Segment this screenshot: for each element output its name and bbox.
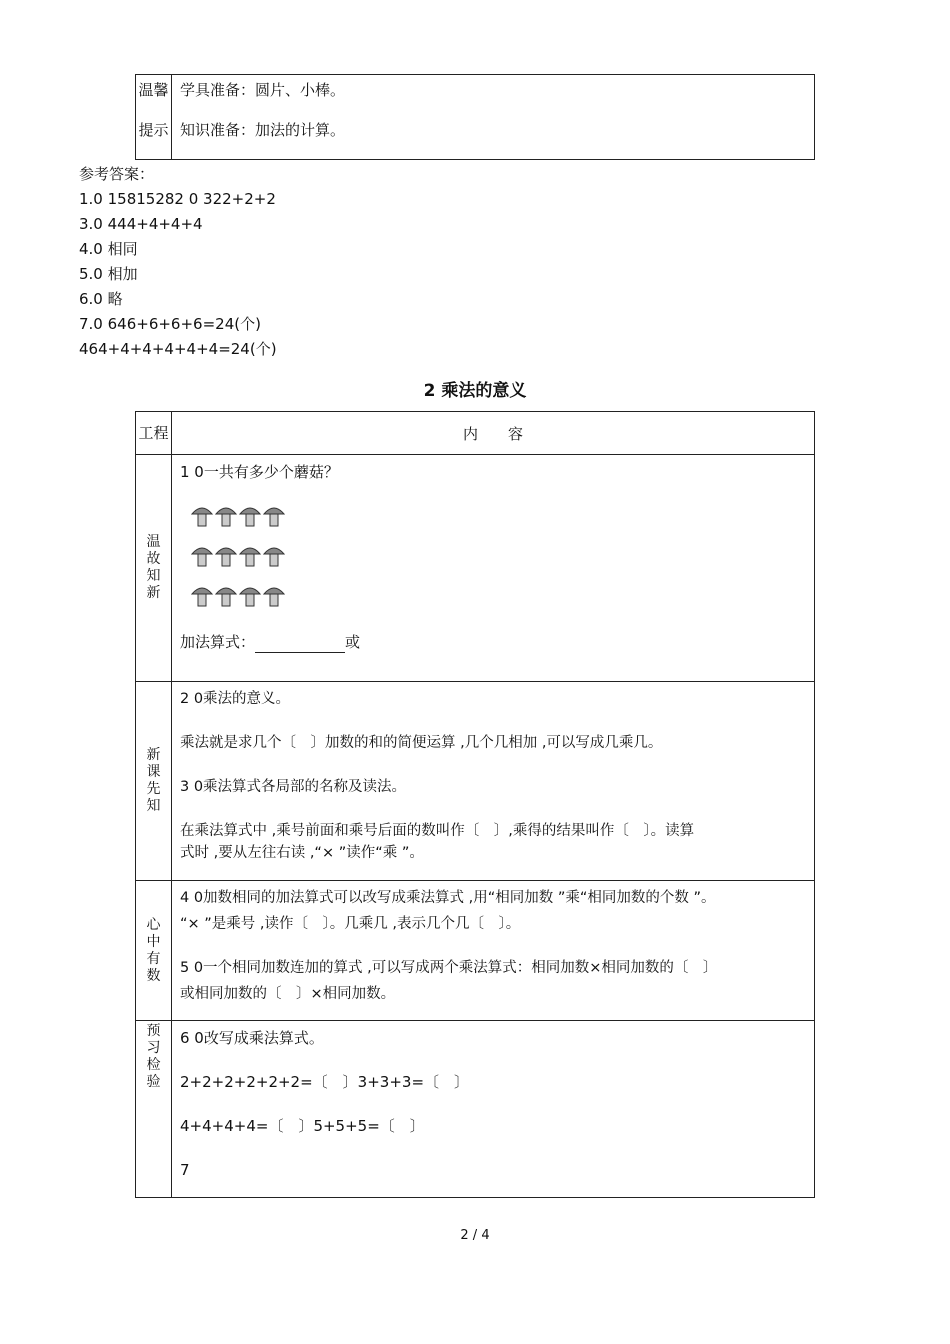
question-1: 1 0一共有多少个蘑菇？ bbox=[180, 463, 339, 481]
label-char: 温 bbox=[146, 534, 161, 550]
label-char: 有 bbox=[146, 950, 161, 967]
question-4-a: 4 0加数相同的加法算式可以改写成乘法算式 ,用“相同加数 ”乘“相同加数的个数 ”。 bbox=[180, 890, 716, 906]
section-title: 2 乘法的意义 bbox=[423, 381, 527, 401]
question-3-text-b: 式时 ,要从左往右读 ,“× ”读作“乘 ”。 bbox=[180, 845, 424, 861]
mushroom-icon bbox=[190, 500, 286, 530]
label-char: 知 bbox=[146, 798, 161, 814]
mushroom-row bbox=[190, 535, 806, 575]
label-char: 验 bbox=[146, 1074, 161, 1090]
label-char: 心 bbox=[146, 916, 161, 933]
answer-line: 5.0 相加 bbox=[79, 265, 138, 283]
label-char: 故 bbox=[146, 551, 161, 567]
question-6: 6 0改写成乘法算式。 bbox=[180, 1029, 324, 1047]
tips-content bbox=[172, 75, 815, 160]
row-content-xinke bbox=[172, 682, 815, 881]
page-number: 2 / 4 bbox=[460, 1228, 490, 1243]
row-label-yuxi bbox=[136, 1021, 172, 1198]
answer-line: 464+4+4+4+4+4=24(个) bbox=[79, 340, 277, 358]
row-content-yuxi bbox=[172, 1021, 815, 1198]
answers-heading: 参考答案： bbox=[79, 165, 155, 183]
label-char: 先 bbox=[146, 781, 161, 797]
row-content-xinzhong bbox=[172, 881, 815, 1021]
label-char: 数 bbox=[146, 967, 161, 984]
row-label-xinzhong bbox=[136, 881, 172, 1021]
label-char: 新 bbox=[146, 747, 161, 763]
tips-label bbox=[136, 75, 172, 160]
mushroom-icon bbox=[190, 540, 286, 570]
mushroom-row bbox=[190, 575, 806, 615]
question-7: 7 bbox=[180, 1161, 190, 1179]
answer-line: 1.0 15815282 0 322+2+2 bbox=[79, 190, 276, 208]
question-5-a: 5 0一个相同加数连加的算式 ,可以写成两个乘法算式：相同加数×相同加数的〔 〕 bbox=[180, 960, 718, 976]
addition-formula-line bbox=[180, 631, 806, 653]
label-char: 预 bbox=[146, 1023, 161, 1039]
tips-table bbox=[135, 74, 815, 160]
question-2-text: 乘法就是求几个〔 〕加数的和的简便运算 ,几个几相加 ,可以写成几乘几。 bbox=[180, 735, 663, 751]
answer-line: 6.0 略 bbox=[79, 290, 123, 308]
header-left: 工程 bbox=[136, 412, 172, 455]
mushroom-row bbox=[190, 495, 806, 535]
label-char: 知 bbox=[146, 568, 161, 584]
tips-label-line1: 温馨 bbox=[138, 81, 169, 99]
question-6-line2: 4+4+4+4=〔 〕5+5+5=〔 〕 bbox=[180, 1117, 425, 1135]
question-4-b: “× ”是乘号 ,读作〔 〕。几乘几 ,表示几个几〔 〕。 bbox=[180, 916, 521, 932]
question-2: 2 0乘法的意义。 bbox=[180, 691, 291, 707]
question-5-b: 或相同加数的〔 〕×相同加数。 bbox=[180, 986, 396, 1002]
answer-line: 3.0 444+4+4+4 bbox=[79, 215, 203, 233]
row-label-wengu bbox=[136, 455, 172, 682]
formula-or: 或 bbox=[345, 633, 361, 651]
formula-blank bbox=[255, 636, 345, 653]
header-right: 内 容 bbox=[172, 412, 815, 455]
question-3: 3 0乘法算式各局部的名称及读法。 bbox=[180, 779, 407, 795]
label-char: 中 bbox=[146, 933, 161, 950]
question-6-line1: 2+2+2+2+2+2=〔 〕3+3+3=〔 〕 bbox=[180, 1073, 470, 1091]
label-char: 新 bbox=[146, 585, 161, 601]
tips-line1: 学具准备：圆片、小棒。 bbox=[180, 81, 346, 99]
label-char: 检 bbox=[146, 1057, 161, 1073]
answer-line: 4.0 相同 bbox=[79, 240, 138, 258]
lesson-table bbox=[135, 411, 815, 1198]
row-label-xinke bbox=[136, 682, 172, 881]
answer-line: 7.0 646+6+6+6=24(个) bbox=[79, 315, 261, 333]
row-content-wengu bbox=[172, 455, 815, 682]
mushroom-icon bbox=[190, 580, 286, 610]
mushroom-grid bbox=[180, 495, 806, 615]
label-char: 课 bbox=[146, 764, 161, 780]
tips-label-line2: 提示 bbox=[138, 121, 169, 139]
question-3-text-a: 在乘法算式中 ,乘号前面和乘号后面的数叫作〔 〕,乘得的结果叫作〔 〕。读算 bbox=[180, 823, 695, 839]
formula-label: 加法算式： bbox=[180, 633, 256, 651]
label-char: 习 bbox=[146, 1040, 161, 1056]
tips-line2: 知识准备：加法的计算。 bbox=[180, 121, 346, 139]
